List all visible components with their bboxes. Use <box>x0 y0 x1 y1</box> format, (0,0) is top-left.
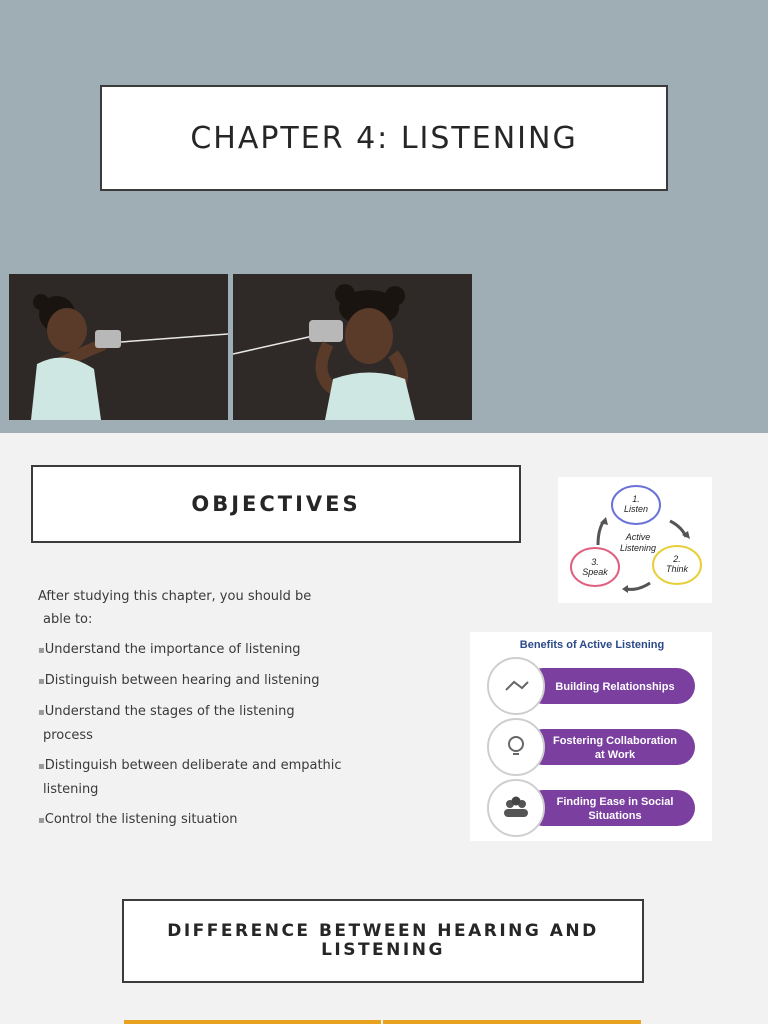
benefits-title: Benefits of Active Listening <box>519 639 665 651</box>
list-item <box>38 638 348 662</box>
list-item-text: Distinguish between hearing and listening <box>44 673 320 688</box>
cycle-center-label-2: Listening <box>619 543 657 553</box>
benefits-infographic <box>470 632 712 841</box>
difference-heading-box <box>122 899 644 983</box>
bullet-icon: ▪ <box>38 676 45 687</box>
list-item-text: Understand the stages of the listening <box>44 704 295 719</box>
arrow-icon <box>626 583 650 589</box>
listen-label: Listen <box>623 504 649 514</box>
lightbulb-icon <box>488 719 544 775</box>
think-label: Think <box>665 564 689 574</box>
photo-girl-listening <box>233 274 472 420</box>
list-item-text: Control the listening situation <box>44 812 238 827</box>
cycle-center-label: Active <box>625 532 651 542</box>
objectives-heading: OBJECTIVES <box>191 492 361 516</box>
photo-girl-speaking <box>9 274 228 420</box>
bullet-icon: ▪ <box>38 645 45 656</box>
slide-title <box>0 0 768 433</box>
benefit-3-label-1: Finding Ease in Social <box>556 796 674 808</box>
difference-heading-line-1: DIFFERENCE BETWEEN HEARING AND <box>167 921 599 941</box>
arrow-head-icon <box>622 585 628 593</box>
difference-heading <box>167 922 599 960</box>
intro-line-2: able to: <box>43 612 93 627</box>
list-item <box>38 700 348 747</box>
bullet-icon: ▪ <box>38 815 45 826</box>
active-listening-cycle-diagram <box>558 477 712 603</box>
list-item-text-cont: process <box>43 728 93 743</box>
benefit-2-label-2: at Work <box>594 749 636 761</box>
think-number: 2. <box>673 554 681 564</box>
table-header-cell-2 <box>383 1020 641 1024</box>
people-body-icon <box>504 809 528 817</box>
arrow-icon <box>598 521 604 545</box>
list-item-text: Distinguish between deliberate and empathic <box>44 758 342 773</box>
chapter-title: CHAPTER 4: LISTENING <box>190 120 578 156</box>
list-item-text: Understand the importance of listening <box>44 642 301 657</box>
list-item <box>38 669 348 693</box>
benefit-3-label-2: Situations <box>588 810 642 822</box>
benefit-2-label-1: Fostering Collaboration <box>552 735 678 747</box>
title-box <box>100 85 668 191</box>
bullet-icon: ▪ <box>38 707 45 718</box>
objectives-list <box>38 585 348 839</box>
handshake-icon <box>488 658 544 714</box>
difference-heading-line-2: LISTENING <box>321 940 445 960</box>
objectives-intro <box>38 585 348 631</box>
listen-number: 1. <box>632 494 640 504</box>
speak-label: Speak <box>582 567 608 577</box>
list-item <box>38 754 348 801</box>
benefit-1-label: Building Relationships <box>555 681 675 693</box>
list-item <box>38 808 348 832</box>
bullet-icon: ▪ <box>38 761 45 772</box>
speak-number: 3. <box>591 557 599 567</box>
person-icon <box>512 797 521 806</box>
objectives-heading-box <box>31 465 521 543</box>
people-group-icon <box>488 780 544 836</box>
table-header-cell-1 <box>124 1020 381 1024</box>
intro-line-1: After studying this chapter, you should be <box>38 589 312 604</box>
list-item-text-cont: listening <box>43 782 99 797</box>
